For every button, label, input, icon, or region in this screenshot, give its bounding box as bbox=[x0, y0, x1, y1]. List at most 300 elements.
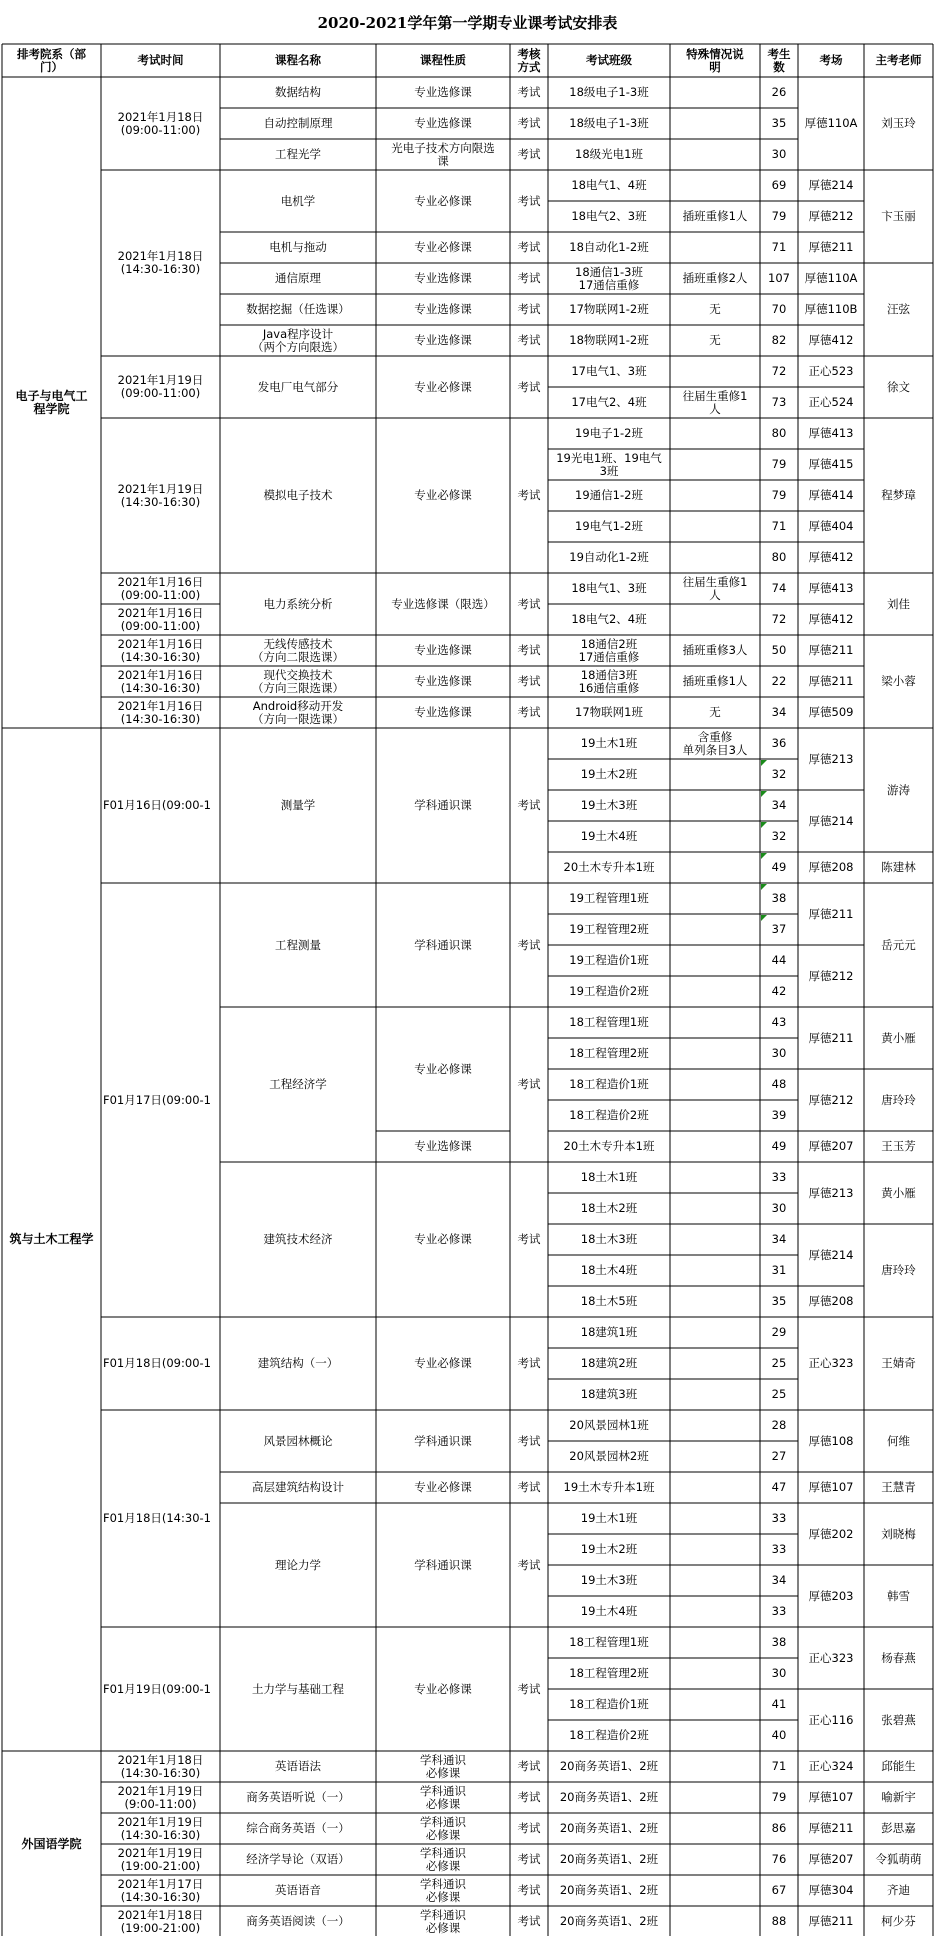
exam-room-cell: 厚德202 bbox=[808, 1526, 854, 1541]
student-count-cell: 34 bbox=[771, 1232, 787, 1246]
course-name-cell: 测量学 bbox=[280, 798, 316, 812]
exam-time-cell: 2021年1月18日 (19:00-21:00) bbox=[117, 1907, 204, 1935]
teacher-cell: 梁小蓉 bbox=[881, 674, 916, 688]
student-count-cell: 71 bbox=[771, 1759, 787, 1773]
course-name-cell: 工程经济学 bbox=[269, 1077, 327, 1091]
exam-class-cell: 19工程造价1班 bbox=[569, 953, 649, 967]
exam-time-cell: 2021年1月19日 (19:00-21:00) bbox=[117, 1845, 204, 1873]
exam-room-cell: 正心324 bbox=[808, 1759, 854, 1773]
exam-class-cell: 18工程管理1班 bbox=[569, 1635, 649, 1649]
student-count-cell: 82 bbox=[771, 333, 787, 347]
exam-method-cell: 考试 bbox=[517, 271, 541, 285]
course-nature-cell: 学科通识 必修课 bbox=[420, 1845, 466, 1873]
exam-room-cell: 厚德211 bbox=[808, 1821, 854, 1835]
exam-time-cell: 2021年1月16日 (14:30-16:30) bbox=[117, 698, 204, 726]
teacher-cell: 刘佳 bbox=[887, 596, 910, 611]
header-course-name: 课程名称 bbox=[275, 53, 321, 67]
student-count-cell: 25 bbox=[771, 1387, 787, 1401]
student-count-cell: 73 bbox=[771, 395, 787, 409]
student-count-cell: 80 bbox=[771, 550, 787, 564]
course-name-cell: 经济学导论（双语） bbox=[246, 1852, 350, 1866]
exam-room-cell: 厚德208 bbox=[808, 860, 854, 874]
exam-class-cell: 18建筑3班 bbox=[580, 1387, 638, 1401]
exam-class-cell: 17物联网1-2班 bbox=[569, 302, 649, 316]
exam-method-cell: 考试 bbox=[517, 1356, 541, 1370]
exam-class-cell: 17电气1、3班 bbox=[571, 364, 647, 378]
student-count-cell: 25 bbox=[771, 1356, 787, 1370]
exam-class-cell: 19光电1班、19电气 3班 bbox=[556, 450, 662, 478]
student-count-cell: 34 bbox=[771, 705, 787, 719]
student-count-cell: 71 bbox=[771, 519, 787, 533]
exam-time-cell: 2021年1月18日 (09:00-11:00) bbox=[117, 109, 204, 137]
teacher-cell: 岳元元 bbox=[881, 937, 916, 952]
student-count-cell: 88 bbox=[771, 1914, 787, 1928]
header-room: 考场 bbox=[819, 53, 843, 67]
course-nature-cell: 专业必修课 bbox=[414, 1061, 472, 1076]
student-count-cell: 36 bbox=[771, 736, 787, 750]
special-note-cell: 插班重修3人 bbox=[682, 643, 748, 657]
course-nature-cell: 专业必修课 bbox=[414, 193, 472, 208]
course-nature-cell: 学科通识 必修课 bbox=[420, 1783, 466, 1811]
header-department: 排考院系（部 门） bbox=[17, 46, 86, 74]
department-cell: 筑与土木工程学 bbox=[9, 1232, 94, 1246]
student-count-cell: 33 bbox=[771, 1604, 787, 1618]
course-nature-cell: 专业必修课 bbox=[414, 1356, 472, 1370]
exam-room-cell: 厚德107 bbox=[808, 1480, 854, 1494]
header-exam-time: 考试时间 bbox=[137, 53, 184, 67]
exam-class-cell: 17电气2、4班 bbox=[571, 395, 647, 409]
exam-time-cell: 2021年1月17日 (14:30-16:30) bbox=[117, 1876, 204, 1904]
course-name-cell: 土力学与基础工程 bbox=[252, 1681, 344, 1696]
student-count-cell: 33 bbox=[771, 1170, 787, 1184]
exam-method-cell: 考试 bbox=[517, 333, 541, 347]
exam-room-cell: 厚德211 bbox=[808, 1030, 854, 1045]
course-name-cell: 模拟电子技术 bbox=[263, 488, 333, 502]
student-count-cell: 33 bbox=[771, 1542, 787, 1556]
header-teacher: 主考老师 bbox=[875, 53, 922, 67]
course-name-cell: 建筑结构（一） bbox=[257, 1356, 339, 1370]
student-count-cell: 80 bbox=[771, 426, 787, 440]
course-nature-cell: 专业选修课（限选） bbox=[391, 596, 495, 611]
exam-time-cell: 2021年1月19日 (9:00-11:00) bbox=[117, 1783, 204, 1811]
exam-room-cell: 厚德212 bbox=[808, 209, 854, 223]
special-note-cell: 含重修 单列条目3人 bbox=[682, 729, 748, 757]
exam-time-cell: F01月18日(14:30-1 bbox=[103, 1511, 211, 1525]
exam-room-cell: 厚德412 bbox=[808, 550, 854, 564]
exam-time-cell: F01月19日(09:00-1 bbox=[103, 1681, 211, 1696]
exam-room-cell: 厚德207 bbox=[808, 1139, 854, 1153]
exam-method-cell: 考试 bbox=[517, 1077, 541, 1091]
course-nature-cell: 专业必修课 bbox=[414, 379, 472, 394]
exam-method-cell: 考试 bbox=[517, 798, 541, 812]
exam-class-cell: 18工程造价2班 bbox=[569, 1108, 649, 1122]
special-note-cell: 往届生重修1 人 bbox=[682, 388, 748, 416]
exam-class-cell: 18土木5班 bbox=[580, 1294, 638, 1308]
course-name-cell: 自动控制原理 bbox=[263, 116, 333, 130]
exam-method-cell: 考试 bbox=[517, 937, 541, 952]
teacher-cell: 王玉芳 bbox=[881, 1139, 916, 1153]
exam-time-cell: 2021年1月16日 (14:30-16:30) bbox=[117, 636, 204, 664]
header-exam-method: 考核 方式 bbox=[517, 46, 541, 74]
department-cell: 电子与电气工 程学院 bbox=[15, 388, 88, 416]
course-nature-cell: 专业必修课 bbox=[414, 1681, 472, 1696]
exam-class-cell: 18级电子1-3班 bbox=[569, 85, 649, 99]
course-name-cell: 现代交换技术 （方向三限选课） bbox=[252, 667, 344, 695]
exam-room-cell: 厚德404 bbox=[808, 519, 854, 533]
exam-class-cell: 19土木4班 bbox=[580, 1604, 638, 1618]
exam-method-cell: 考试 bbox=[517, 379, 541, 394]
course-name-cell: 通信原理 bbox=[275, 271, 321, 285]
exam-time-cell: F01月17日(09:00-1 bbox=[103, 1092, 211, 1107]
exam-room-cell: 厚德208 bbox=[808, 1294, 854, 1308]
student-count-cell: 32 bbox=[771, 829, 787, 843]
exam-room-cell: 厚德509 bbox=[808, 705, 854, 719]
student-count-cell: 27 bbox=[771, 1449, 787, 1463]
student-count-cell: 39 bbox=[771, 1108, 787, 1122]
exam-room-cell: 厚德412 bbox=[808, 612, 854, 626]
exam-class-cell: 19土木4班 bbox=[580, 829, 638, 843]
teacher-cell: 令狐萌萌 bbox=[875, 1852, 922, 1866]
exam-method-cell: 考试 bbox=[517, 1883, 541, 1897]
exam-method-cell: 考试 bbox=[517, 705, 541, 719]
exam-class-cell: 19自动化1-2班 bbox=[569, 550, 649, 564]
student-count-cell: 79 bbox=[771, 457, 787, 471]
exam-class-cell: 19土木2班 bbox=[580, 1542, 638, 1556]
comment-marker-icon bbox=[761, 884, 767, 890]
exam-room-cell: 厚德107 bbox=[808, 1790, 854, 1804]
student-count-cell: 74 bbox=[771, 581, 787, 595]
course-nature-cell: 专业选修课 bbox=[414, 705, 472, 719]
course-nature-cell: 学科通识 必修课 bbox=[420, 1752, 466, 1780]
teacher-cell: 何维 bbox=[887, 1433, 910, 1448]
course-name-cell: 风景园林概论 bbox=[263, 1433, 333, 1448]
student-count-cell: 72 bbox=[771, 612, 787, 626]
exam-class-cell: 18级电子1-3班 bbox=[569, 116, 649, 130]
course-name-cell: 电机与拖动 bbox=[269, 240, 327, 254]
course-name-cell: Android移动开发 （方向一限选课） bbox=[252, 698, 344, 726]
exam-room-cell: 厚德110A bbox=[804, 116, 858, 130]
exam-class-cell: 20商务英语1、2班 bbox=[559, 1883, 659, 1897]
exam-class-cell: 19电气1-2班 bbox=[575, 519, 643, 533]
exam-class-cell: 19土木专升本1班 bbox=[563, 1480, 655, 1494]
department-cell: 外国语学院 bbox=[21, 1836, 82, 1851]
exam-class-cell: 18工程管理2班 bbox=[569, 1666, 649, 1680]
student-count-cell: 42 bbox=[771, 984, 787, 998]
special-note-cell: 无 bbox=[709, 333, 721, 347]
exam-class-cell: 20商务英语1、2班 bbox=[559, 1759, 659, 1773]
exam-method-cell: 考试 bbox=[517, 1852, 541, 1866]
course-nature-cell: 专业选修课 bbox=[414, 643, 472, 657]
comment-marker-icon bbox=[761, 853, 767, 859]
exam-time-cell: 2021年1月16日 (14:30-16:30) bbox=[117, 667, 204, 695]
exam-room-cell: 厚德212 bbox=[808, 1092, 854, 1107]
exam-room-cell: 厚德110B bbox=[804, 302, 858, 316]
exam-room-cell: 正心116 bbox=[808, 1712, 854, 1727]
exam-class-cell: 18工程管理1班 bbox=[569, 1015, 649, 1029]
course-nature-cell: 学科通识 必修课 bbox=[420, 1876, 466, 1904]
exam-method-cell: 考试 bbox=[517, 1480, 541, 1494]
exam-room-cell: 厚德211 bbox=[808, 906, 854, 921]
exam-room-cell: 厚德211 bbox=[808, 674, 854, 688]
exam-room-cell: 正心323 bbox=[808, 1650, 854, 1665]
course-name-cell: 建筑技术经济 bbox=[263, 1232, 333, 1246]
teacher-cell: 柯少芬 bbox=[881, 1914, 916, 1928]
student-count-cell: 71 bbox=[771, 240, 787, 254]
student-count-cell: 31 bbox=[771, 1263, 787, 1277]
exam-class-cell: 20商务英语1、2班 bbox=[559, 1914, 659, 1928]
comment-marker-icon bbox=[761, 791, 767, 797]
course-name-cell: 工程光学 bbox=[275, 147, 321, 161]
exam-class-cell: 20土木专升本1班 bbox=[563, 860, 655, 874]
course-name-cell: 发电厂电气部分 bbox=[257, 379, 339, 394]
header-exam-class: 考试班级 bbox=[586, 53, 632, 67]
teacher-cell: 唐玲玲 bbox=[881, 1092, 916, 1107]
exam-class-cell: 18建筑2班 bbox=[580, 1356, 638, 1370]
exam-time-cell: F01月16日(09:00-1 bbox=[103, 798, 211, 812]
teacher-cell: 王慧青 bbox=[881, 1480, 916, 1494]
student-count-cell: 40 bbox=[771, 1728, 787, 1742]
student-count-cell: 76 bbox=[771, 1852, 787, 1866]
student-count-cell: 37 bbox=[771, 922, 787, 936]
exam-class-cell: 19电子1-2班 bbox=[575, 426, 643, 440]
student-count-cell: 30 bbox=[771, 1046, 787, 1060]
header-student-count: 考生 数 bbox=[767, 46, 791, 74]
exam-room-cell: 厚德211 bbox=[808, 240, 854, 254]
special-note-cell: 插班重修2人 bbox=[682, 271, 748, 285]
teacher-cell: 王婧奇 bbox=[881, 1356, 916, 1370]
exam-room-cell: 厚德214 bbox=[808, 178, 854, 192]
exam-room-cell: 厚德110A bbox=[804, 271, 858, 285]
exam-method-cell: 考试 bbox=[517, 1821, 541, 1835]
student-count-cell: 70 bbox=[771, 302, 787, 316]
course-name-cell: 综合商务英语（一） bbox=[246, 1821, 350, 1835]
exam-room-cell: 厚德412 bbox=[808, 333, 854, 347]
student-count-cell: 34 bbox=[771, 1573, 787, 1587]
exam-method-cell: 考试 bbox=[517, 1232, 541, 1246]
exam-class-cell: 18电气1、4班 bbox=[571, 178, 647, 192]
course-name-cell: 无线传感技术 （方向二限选课） bbox=[252, 636, 344, 664]
exam-class-cell: 18建筑1班 bbox=[580, 1325, 638, 1339]
student-count-cell: 67 bbox=[771, 1883, 787, 1897]
course-nature-cell: 学科通识课 bbox=[414, 1557, 472, 1572]
student-count-cell: 69 bbox=[771, 178, 787, 192]
exam-class-cell: 18工程造价1班 bbox=[569, 1077, 649, 1091]
course-name-cell: Java程序设计 （两个方向限选） bbox=[252, 326, 344, 354]
student-count-cell: 72 bbox=[771, 364, 787, 378]
student-count-cell: 30 bbox=[771, 1666, 787, 1680]
course-nature-cell: 专业必修课 bbox=[414, 1480, 472, 1494]
student-count-cell: 43 bbox=[771, 1015, 787, 1029]
course-name-cell: 英语语法 bbox=[275, 1759, 321, 1773]
exam-time-cell: 2021年1月16日 (09:00-11:00) bbox=[117, 574, 204, 602]
course-name-cell: 电机学 bbox=[280, 193, 316, 208]
exam-time-cell: 2021年1月18日 (14:30-16:30) bbox=[117, 1752, 204, 1780]
exam-class-cell: 18自动化1-2班 bbox=[569, 240, 649, 254]
teacher-cell: 徐文 bbox=[887, 379, 910, 394]
student-count-cell: 22 bbox=[771, 674, 787, 688]
exam-class-cell: 18土木4班 bbox=[580, 1263, 638, 1277]
student-count-cell: 38 bbox=[771, 1635, 787, 1649]
student-count-cell: 29 bbox=[771, 1325, 787, 1339]
exam-class-cell: 20风景园林1班 bbox=[569, 1418, 649, 1432]
exam-class-cell: 18工程造价1班 bbox=[569, 1697, 649, 1711]
exam-class-cell: 20商务英语1、2班 bbox=[559, 1852, 659, 1866]
exam-room-cell: 厚德214 bbox=[808, 813, 854, 828]
exam-room-cell: 厚德415 bbox=[808, 457, 854, 471]
student-count-cell: 79 bbox=[771, 1790, 787, 1804]
exam-class-cell: 20商务英语1、2班 bbox=[559, 1821, 659, 1835]
student-count-cell: 30 bbox=[771, 1201, 787, 1215]
teacher-cell: 刘晓梅 bbox=[881, 1526, 916, 1541]
course-name-cell: 商务英语听说（一） bbox=[246, 1790, 350, 1804]
exam-method-cell: 考试 bbox=[517, 1790, 541, 1804]
exam-time-cell: 2021年1月16日 (09:00-11:00) bbox=[117, 605, 204, 633]
exam-room-cell: 厚德211 bbox=[808, 643, 854, 657]
course-nature-cell: 专业选修课 bbox=[414, 85, 472, 99]
special-note-cell: 插班重修1人 bbox=[682, 209, 748, 223]
exam-class-cell: 19土木3班 bbox=[580, 1573, 638, 1587]
course-nature-cell: 专业选修课 bbox=[414, 333, 472, 347]
exam-class-cell: 19土木2班 bbox=[580, 767, 638, 781]
teacher-cell: 齐迪 bbox=[887, 1883, 910, 1897]
course-nature-cell: 学科通识 必修课 bbox=[420, 1907, 466, 1935]
exam-room-cell: 正心523 bbox=[808, 364, 854, 378]
exam-class-cell: 19工程造价2班 bbox=[569, 984, 649, 998]
student-count-cell: 50 bbox=[771, 643, 787, 657]
exam-method-cell: 考试 bbox=[517, 116, 541, 130]
teacher-cell: 卞玉丽 bbox=[881, 209, 916, 223]
teacher-cell: 韩雪 bbox=[887, 1588, 910, 1603]
student-count-cell: 47 bbox=[771, 1480, 787, 1494]
exam-class-cell: 18电气1、3班 bbox=[571, 581, 647, 595]
exam-method-cell: 考试 bbox=[517, 1557, 541, 1572]
exam-room-cell: 正心323 bbox=[808, 1356, 854, 1370]
exam-method-cell: 考试 bbox=[517, 596, 541, 611]
teacher-cell: 陈建林 bbox=[881, 860, 916, 874]
course-nature-cell: 专业必修课 bbox=[414, 240, 472, 254]
student-count-cell: 79 bbox=[771, 488, 787, 502]
header-special-note: 特殊情况说 明 bbox=[686, 46, 744, 74]
exam-class-cell: 20商务英语1、2班 bbox=[559, 1790, 659, 1804]
teacher-cell: 程梦璋 bbox=[881, 488, 916, 502]
exam-class-cell: 18通信1-3班 17通信重修 bbox=[575, 264, 643, 292]
exam-method-cell: 考试 bbox=[517, 1759, 541, 1773]
exam-method-cell: 考试 bbox=[517, 643, 541, 657]
teacher-cell: 唐玲玲 bbox=[881, 1263, 916, 1277]
course-nature-cell: 专业选修课 bbox=[414, 674, 472, 688]
exam-class-cell: 19通信1-2班 bbox=[575, 488, 643, 502]
comment-marker-icon bbox=[761, 822, 767, 828]
course-name-cell: 理论力学 bbox=[275, 1557, 321, 1572]
student-count-cell: 26 bbox=[771, 85, 787, 99]
exam-method-cell: 考试 bbox=[517, 147, 541, 161]
exam-room-cell: 厚德413 bbox=[808, 581, 854, 595]
exam-class-cell: 18土木3班 bbox=[580, 1232, 638, 1246]
course-name-cell: 电力系统分析 bbox=[263, 596, 333, 611]
exam-room-cell: 正心524 bbox=[808, 395, 854, 409]
exam-room-cell: 厚德212 bbox=[808, 968, 854, 983]
student-count-cell: 35 bbox=[771, 116, 787, 130]
exam-method-cell: 考试 bbox=[517, 85, 541, 99]
course-name-cell: 数据结构 bbox=[275, 85, 321, 99]
course-nature-cell: 学科通识 必修课 bbox=[420, 1814, 466, 1842]
exam-class-cell: 18土木2班 bbox=[580, 1201, 638, 1215]
exam-time-cell: 2021年1月19日 (14:30-16:30) bbox=[117, 1814, 204, 1842]
course-name-cell: 英语语音 bbox=[275, 1883, 321, 1897]
exam-room-cell: 厚德214 bbox=[808, 1247, 854, 1262]
special-note-cell: 插班重修1人 bbox=[682, 674, 748, 688]
exam-room-cell: 厚德413 bbox=[808, 426, 854, 440]
exam-time-cell: 2021年1月19日 (09:00-11:00) bbox=[117, 373, 204, 400]
student-count-cell: 34 bbox=[771, 798, 787, 812]
exam-method-cell: 考试 bbox=[517, 1914, 541, 1928]
course-nature-cell: 专业选修课 bbox=[414, 116, 472, 130]
exam-room-cell: 厚德213 bbox=[808, 751, 854, 766]
exam-class-cell: 18工程管理2班 bbox=[569, 1046, 649, 1060]
exam-method-cell: 考试 bbox=[517, 1681, 541, 1696]
comment-marker-icon bbox=[761, 760, 767, 766]
course-nature-cell: 专业选修课 bbox=[414, 1139, 472, 1153]
student-count-cell: 33 bbox=[771, 1511, 787, 1525]
special-note-cell: 往届生重修1 人 bbox=[682, 574, 748, 602]
teacher-cell: 邱能生 bbox=[881, 1759, 916, 1773]
student-count-cell: 44 bbox=[771, 953, 787, 967]
course-nature-cell: 专业选修课 bbox=[414, 271, 472, 285]
exam-class-cell: 18电气2、3班 bbox=[571, 209, 647, 223]
exam-class-cell: 18工程造价2班 bbox=[569, 1728, 649, 1742]
student-count-cell: 49 bbox=[771, 1139, 787, 1153]
student-count-cell: 38 bbox=[771, 891, 787, 905]
special-note-cell: 无 bbox=[709, 705, 721, 719]
student-count-cell: 28 bbox=[771, 1418, 787, 1432]
exam-class-cell: 18电气2、4班 bbox=[571, 612, 647, 626]
course-name-cell: 数据挖掘（任选课） bbox=[246, 302, 350, 316]
exam-class-cell: 18物联网1-2班 bbox=[569, 333, 649, 347]
teacher-cell: 汪弦 bbox=[887, 302, 910, 316]
exam-class-cell: 20土木专升本1班 bbox=[563, 1139, 655, 1153]
teacher-cell: 张碧燕 bbox=[881, 1712, 916, 1727]
special-note-cell: 无 bbox=[709, 302, 721, 316]
student-count-cell: 107 bbox=[768, 271, 790, 285]
course-nature-cell: 专业必修课 bbox=[414, 488, 472, 502]
exam-class-cell: 19工程管理2班 bbox=[569, 922, 649, 936]
teacher-cell: 喻新宇 bbox=[881, 1790, 916, 1804]
exam-time-cell: 2021年1月19日 (14:30-16:30) bbox=[117, 481, 204, 509]
exam-time-cell: F01月18日(09:00-1 bbox=[103, 1356, 211, 1370]
page-title: 2020-2021学年第一学期专业课考试安排表 bbox=[317, 13, 618, 32]
student-count-cell: 32 bbox=[771, 767, 787, 781]
exam-class-cell: 18级光电1班 bbox=[575, 147, 643, 161]
exam-room-cell: 厚德414 bbox=[808, 488, 854, 502]
exam-class-cell: 19土木1班 bbox=[580, 736, 638, 750]
exam-class-cell: 19土木3班 bbox=[580, 798, 638, 812]
course-name-cell: 工程测量 bbox=[275, 937, 321, 952]
student-count-cell: 41 bbox=[771, 1697, 787, 1711]
exam-method-cell: 考试 bbox=[517, 674, 541, 688]
teacher-cell: 彭思嘉 bbox=[881, 1821, 916, 1835]
exam-method-cell: 考试 bbox=[517, 488, 541, 502]
course-name-cell: 商务英语阅读（一） bbox=[246, 1914, 350, 1928]
exam-method-cell: 考试 bbox=[517, 302, 541, 316]
exam-class-cell: 17物联网1班 bbox=[575, 705, 643, 719]
course-nature-cell: 专业必修课 bbox=[414, 1232, 472, 1246]
header-course-nature: 课程性质 bbox=[420, 53, 466, 67]
exam-method-cell: 考试 bbox=[517, 1433, 541, 1448]
teacher-cell: 黄小雁 bbox=[881, 1030, 916, 1045]
exam-class-cell: 18通信3班 16通信重修 bbox=[578, 667, 640, 695]
exam-room-cell: 厚德213 bbox=[808, 1185, 854, 1200]
course-nature-cell: 学科通识课 bbox=[414, 798, 472, 812]
